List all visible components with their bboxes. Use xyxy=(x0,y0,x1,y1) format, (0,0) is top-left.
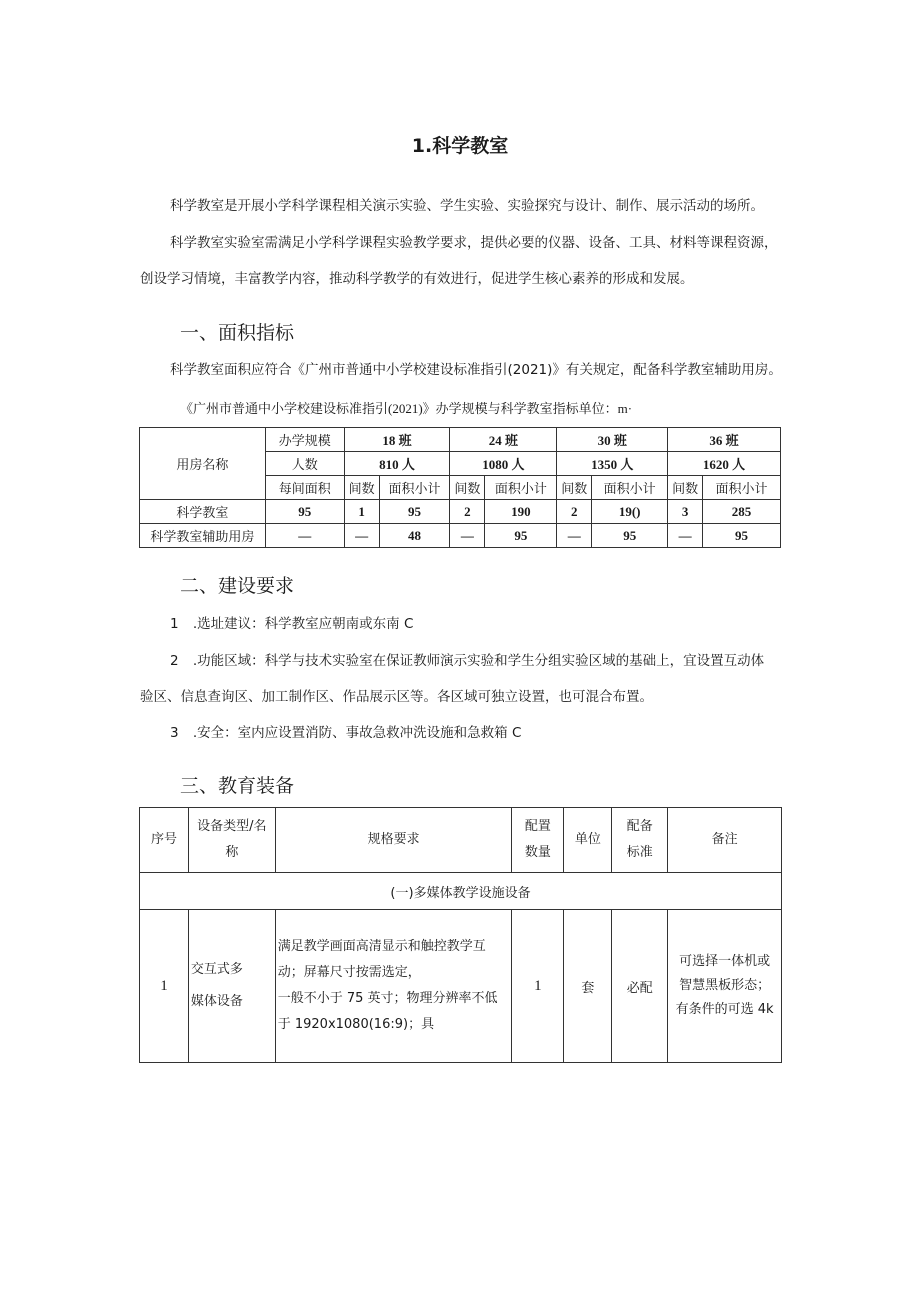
scale-header: 办学规模 xyxy=(265,428,344,452)
header-type-line2: 称 xyxy=(225,845,239,860)
intro-paragraph-2-cont: 创设学习情境，丰富教学内容，推动科学教学的有效进行，促进学生核心素养的形成和发展。 xyxy=(140,271,694,287)
cell: — xyxy=(668,524,703,548)
list-item-cont: 验区、信息查询区、加工制作区、作品展示区等。各区域可独立设置，也可混合布置。 xyxy=(140,689,653,705)
count-header: 间数 xyxy=(668,476,703,500)
list-item xyxy=(170,614,790,634)
table-row xyxy=(140,524,781,548)
item-text: .选址建议：科学教室应朝南或东南 C xyxy=(192,616,414,632)
device-name-line2: 媒体设备 xyxy=(190,994,243,1009)
scale-30: 30 班 xyxy=(557,428,668,452)
people-1080: 1080 人 xyxy=(450,452,557,476)
scale-18: 18 班 xyxy=(344,428,450,452)
spec-line: 满足教学画面高清显示和触控教学互 xyxy=(277,939,486,954)
row-name: 科学教室辅助用房 xyxy=(140,524,266,548)
header-unit: 单位 xyxy=(564,808,612,873)
note-line: 可选择一体机或 xyxy=(679,954,771,969)
list-item xyxy=(170,651,790,671)
people-1350: 1350 人 xyxy=(557,452,668,476)
count-header: 间数 xyxy=(344,476,379,500)
cell: 95 xyxy=(485,524,557,548)
people-1620: 1620 人 xyxy=(668,452,781,476)
row-number: 1 xyxy=(140,910,189,1063)
note-line: 有条件的可选 4k xyxy=(675,1002,774,1017)
area-subtotal-header: 面积小计 xyxy=(379,476,450,500)
cell: — xyxy=(450,524,485,548)
per-room-area-header: 每间面积 xyxy=(265,476,344,500)
cell: 285 xyxy=(703,500,781,524)
header-std-line1: 配备 xyxy=(626,819,653,834)
spec-requirements xyxy=(275,910,512,1063)
intro-paragraph-2: 科学教室实验室需满足小学科学课程实验教学要求，提供必要的仪器、设备、工具、材料等课程资源， xyxy=(170,235,778,251)
scale-24: 24 班 xyxy=(450,428,557,452)
per-room-area: — xyxy=(265,524,344,548)
area-subtotal-header: 面积小计 xyxy=(592,476,668,500)
item-number: 1 xyxy=(170,616,179,632)
page-title: 1.科学教室 xyxy=(411,135,509,157)
header-spec: 规格要求 xyxy=(275,808,512,873)
section-heading-construction: 二、建设要求 xyxy=(180,575,295,597)
unit: 套 xyxy=(564,910,612,1063)
cell: 1 xyxy=(344,500,379,524)
per-room-area: 95 xyxy=(265,500,344,524)
cell: 2 xyxy=(557,500,592,524)
count-header: 间数 xyxy=(557,476,592,500)
header-quantity xyxy=(512,808,564,873)
section-label: (一)多媒体教学设施设备 xyxy=(140,873,782,910)
section-heading-area: 一、面积指标 xyxy=(180,322,295,344)
people-header: 人数 xyxy=(265,452,344,476)
cell: 95 xyxy=(379,500,450,524)
spec-line: 一般不小于 75 英寸；物理分辨率不低 xyxy=(277,991,498,1006)
people-810: 810 人 xyxy=(344,452,450,476)
table1-caption: 《广州市普通中小学校建设标准指引(2021)》办学规模与科学教室指标单位：m· xyxy=(180,401,633,416)
quantity: 1 xyxy=(512,910,564,1063)
cell: 19() xyxy=(592,500,668,524)
cell: 2 xyxy=(450,500,485,524)
cell: 3 xyxy=(668,500,703,524)
item-number: 3 xyxy=(170,725,179,741)
header-qty-line2: 数量 xyxy=(524,845,551,860)
device-name-line1: 交互式多 xyxy=(190,962,243,977)
list-item xyxy=(170,723,790,743)
cell: 95 xyxy=(703,524,781,548)
count-header: 间数 xyxy=(450,476,485,500)
header-qty-line1: 配置 xyxy=(524,819,551,834)
cell: 48 xyxy=(379,524,450,548)
area-subtotal-header: 面积小计 xyxy=(485,476,557,500)
cell: — xyxy=(557,524,592,548)
cell: 95 xyxy=(592,524,668,548)
cell: 190 xyxy=(485,500,557,524)
area-index-table xyxy=(139,427,781,548)
header-type-line1: 设备类型/名 xyxy=(197,819,267,834)
row-name: 科学教室 xyxy=(140,500,266,524)
table-row xyxy=(140,500,781,524)
header-number: 序号 xyxy=(140,808,189,873)
area-subtotal-header: 面积小计 xyxy=(703,476,781,500)
header-std-line2: 标准 xyxy=(626,845,653,860)
item-text: .安全：室内应设置消防、事故急救冲洗设施和急救箱 C xyxy=(192,725,522,741)
spec-line: 动；屏幕尺寸按需选定， xyxy=(277,965,421,980)
intro-paragraph-1: 科学教室是开展小学科学课程相关演示实验、学生实验、实验探究与设计、制作、展示活动的场所。 xyxy=(170,198,764,214)
header-note: 备注 xyxy=(668,808,782,873)
area-paragraph: 科学教室面积应符合《广州市普通中小学校建设标准指引(2021)》有关规定，配备科学教室辅助用房。 xyxy=(170,362,782,378)
standard: 必配 xyxy=(612,910,668,1063)
note-line: 智慧黑板形态； xyxy=(679,978,771,993)
scale-36: 36 班 xyxy=(668,428,781,452)
device-name xyxy=(188,910,275,1063)
header-type xyxy=(188,808,275,873)
header-standard xyxy=(612,808,668,873)
section-heading-equipment: 三、教育装备 xyxy=(180,775,295,797)
note xyxy=(668,910,782,1063)
cell: — xyxy=(344,524,379,548)
spec-line: 于 1920x1080(16:9)；具 xyxy=(277,1017,435,1032)
table-row xyxy=(140,910,782,1063)
room-name-header: 用房名称 xyxy=(140,428,266,500)
equipment-table xyxy=(139,807,782,1063)
item-text: .功能区域：科学与技术实验室在保证教师演示实验和学生分组实验区域的基础上，宜设置互动体 xyxy=(192,653,765,669)
item-number: 2 xyxy=(170,653,179,669)
